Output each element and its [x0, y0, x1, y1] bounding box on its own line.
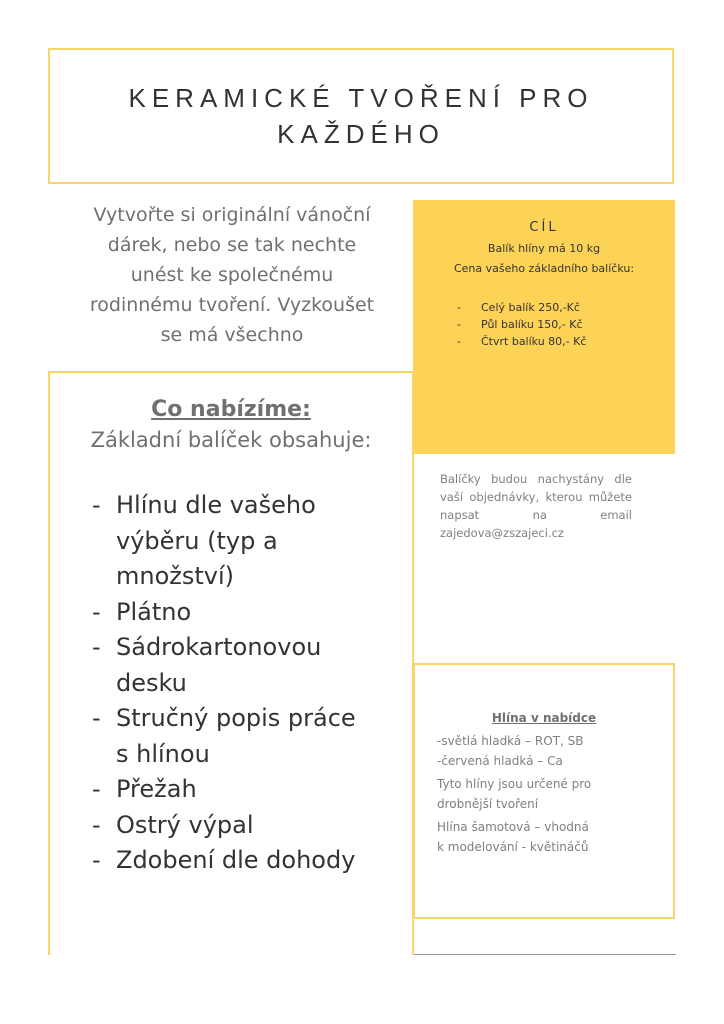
list-dash: -: [92, 704, 101, 732]
offer-line-text: výběru (typ a: [116, 526, 278, 555]
list-dash: -: [92, 846, 101, 874]
offer-line-text: Ostrý výpal: [116, 810, 254, 839]
list-dash: -: [92, 775, 101, 803]
intro-line: dárek, nebo se tak nechte: [107, 234, 357, 256]
offer-heading: Co nabízíme:: [151, 397, 311, 422]
clay-line: Hlína šamotová – vhodná: [437, 820, 589, 834]
offer-list-line: [50, 559, 412, 595]
page-title-line-2: KAŽDÉHO: [277, 119, 445, 149]
price-item: - Půl balíku 150,- Kč: [457, 318, 583, 331]
offer-line-text: Sádrokartonovou: [116, 633, 322, 661]
offer-line-text: Přežah: [116, 775, 197, 803]
offer-subheading: Základní balíček obsahuje:: [90, 428, 372, 452]
offer-line-text: Stručný popis práce: [116, 704, 356, 732]
list-dash: -: [92, 597, 101, 626]
offer-list-line: [50, 666, 412, 702]
bottom-divider: [414, 954, 676, 955]
clay-lines: [415, 725, 673, 857]
intro-line: unést ke společnému: [130, 264, 334, 286]
goal-price-intro: Cena vašeho základního balíčku:: [453, 262, 635, 275]
clay-line: Tyto hlíny jsou určené pro: [437, 777, 592, 791]
goal-weight-line: Balík hlíny má 10 kg: [487, 242, 601, 255]
offer-list-line: [50, 524, 412, 560]
offer-line-text: Plátno: [116, 597, 192, 626]
intro-text: [64, 200, 400, 350]
order-note: Balíčky budou nachystány dle vaší objednávky, kterou můžete napsat na email zajedova@zszajeci.cz: [440, 472, 632, 540]
offer-list-line: [50, 843, 412, 879]
offer-list-line: [50, 595, 412, 631]
offer-line-text: množství): [116, 562, 235, 590]
clay-line: -světlá hladká – ROT, SB: [437, 734, 584, 748]
offer-line-text: Hlínu dle vašeho: [116, 491, 316, 519]
price-item: - Čtvrt balíku 80,- Kč: [457, 335, 587, 348]
goal-heading: CÍL: [529, 220, 559, 235]
offer-line-text: Zdobení dle dohody: [116, 846, 356, 874]
clay-line: drobnější tvoření: [437, 797, 539, 811]
price-item-text: Půl balíku 150,- Kč: [481, 318, 583, 331]
intro-line: se má všechno: [160, 324, 304, 346]
offer-line-text: s hlínou: [116, 739, 210, 768]
offer-list-line: [50, 488, 412, 524]
list-dash: -: [92, 633, 101, 661]
price-item-text: Celý balík 250,-Kč: [481, 301, 580, 314]
price-item: - Celý balík 250,-Kč: [457, 301, 580, 314]
intro-line: rodinnému tvoření. Vyzkoušet: [89, 294, 375, 316]
offer-list-line: [50, 808, 412, 844]
goal-box: [413, 200, 675, 454]
clay-heading: Hlína v nabídce: [491, 711, 597, 725]
offer-list: [50, 488, 412, 879]
price-list: [413, 299, 675, 350]
clay-box: [413, 663, 675, 919]
offer-list-line: [50, 737, 412, 773]
clay-line: k modelování - květináčů: [437, 840, 589, 854]
price-item-text: Čtvrt balíku 80,- Kč: [481, 335, 587, 348]
offer-list-line: [50, 772, 412, 808]
offer-list-line: [50, 630, 412, 666]
offer-line-text: desku: [116, 668, 187, 697]
offer-list-line: [50, 701, 412, 737]
list-dash: -: [92, 491, 101, 519]
offer-box: [48, 371, 414, 955]
intro-line: Vytvořte si originální vánoční: [93, 204, 371, 226]
title-box: [48, 48, 674, 184]
clay-line: -červená hladká – Ca: [437, 754, 563, 768]
list-dash: -: [92, 810, 101, 839]
page-title-line-1: KERAMICKÉ TVOŘENÍ PRO: [128, 83, 594, 113]
